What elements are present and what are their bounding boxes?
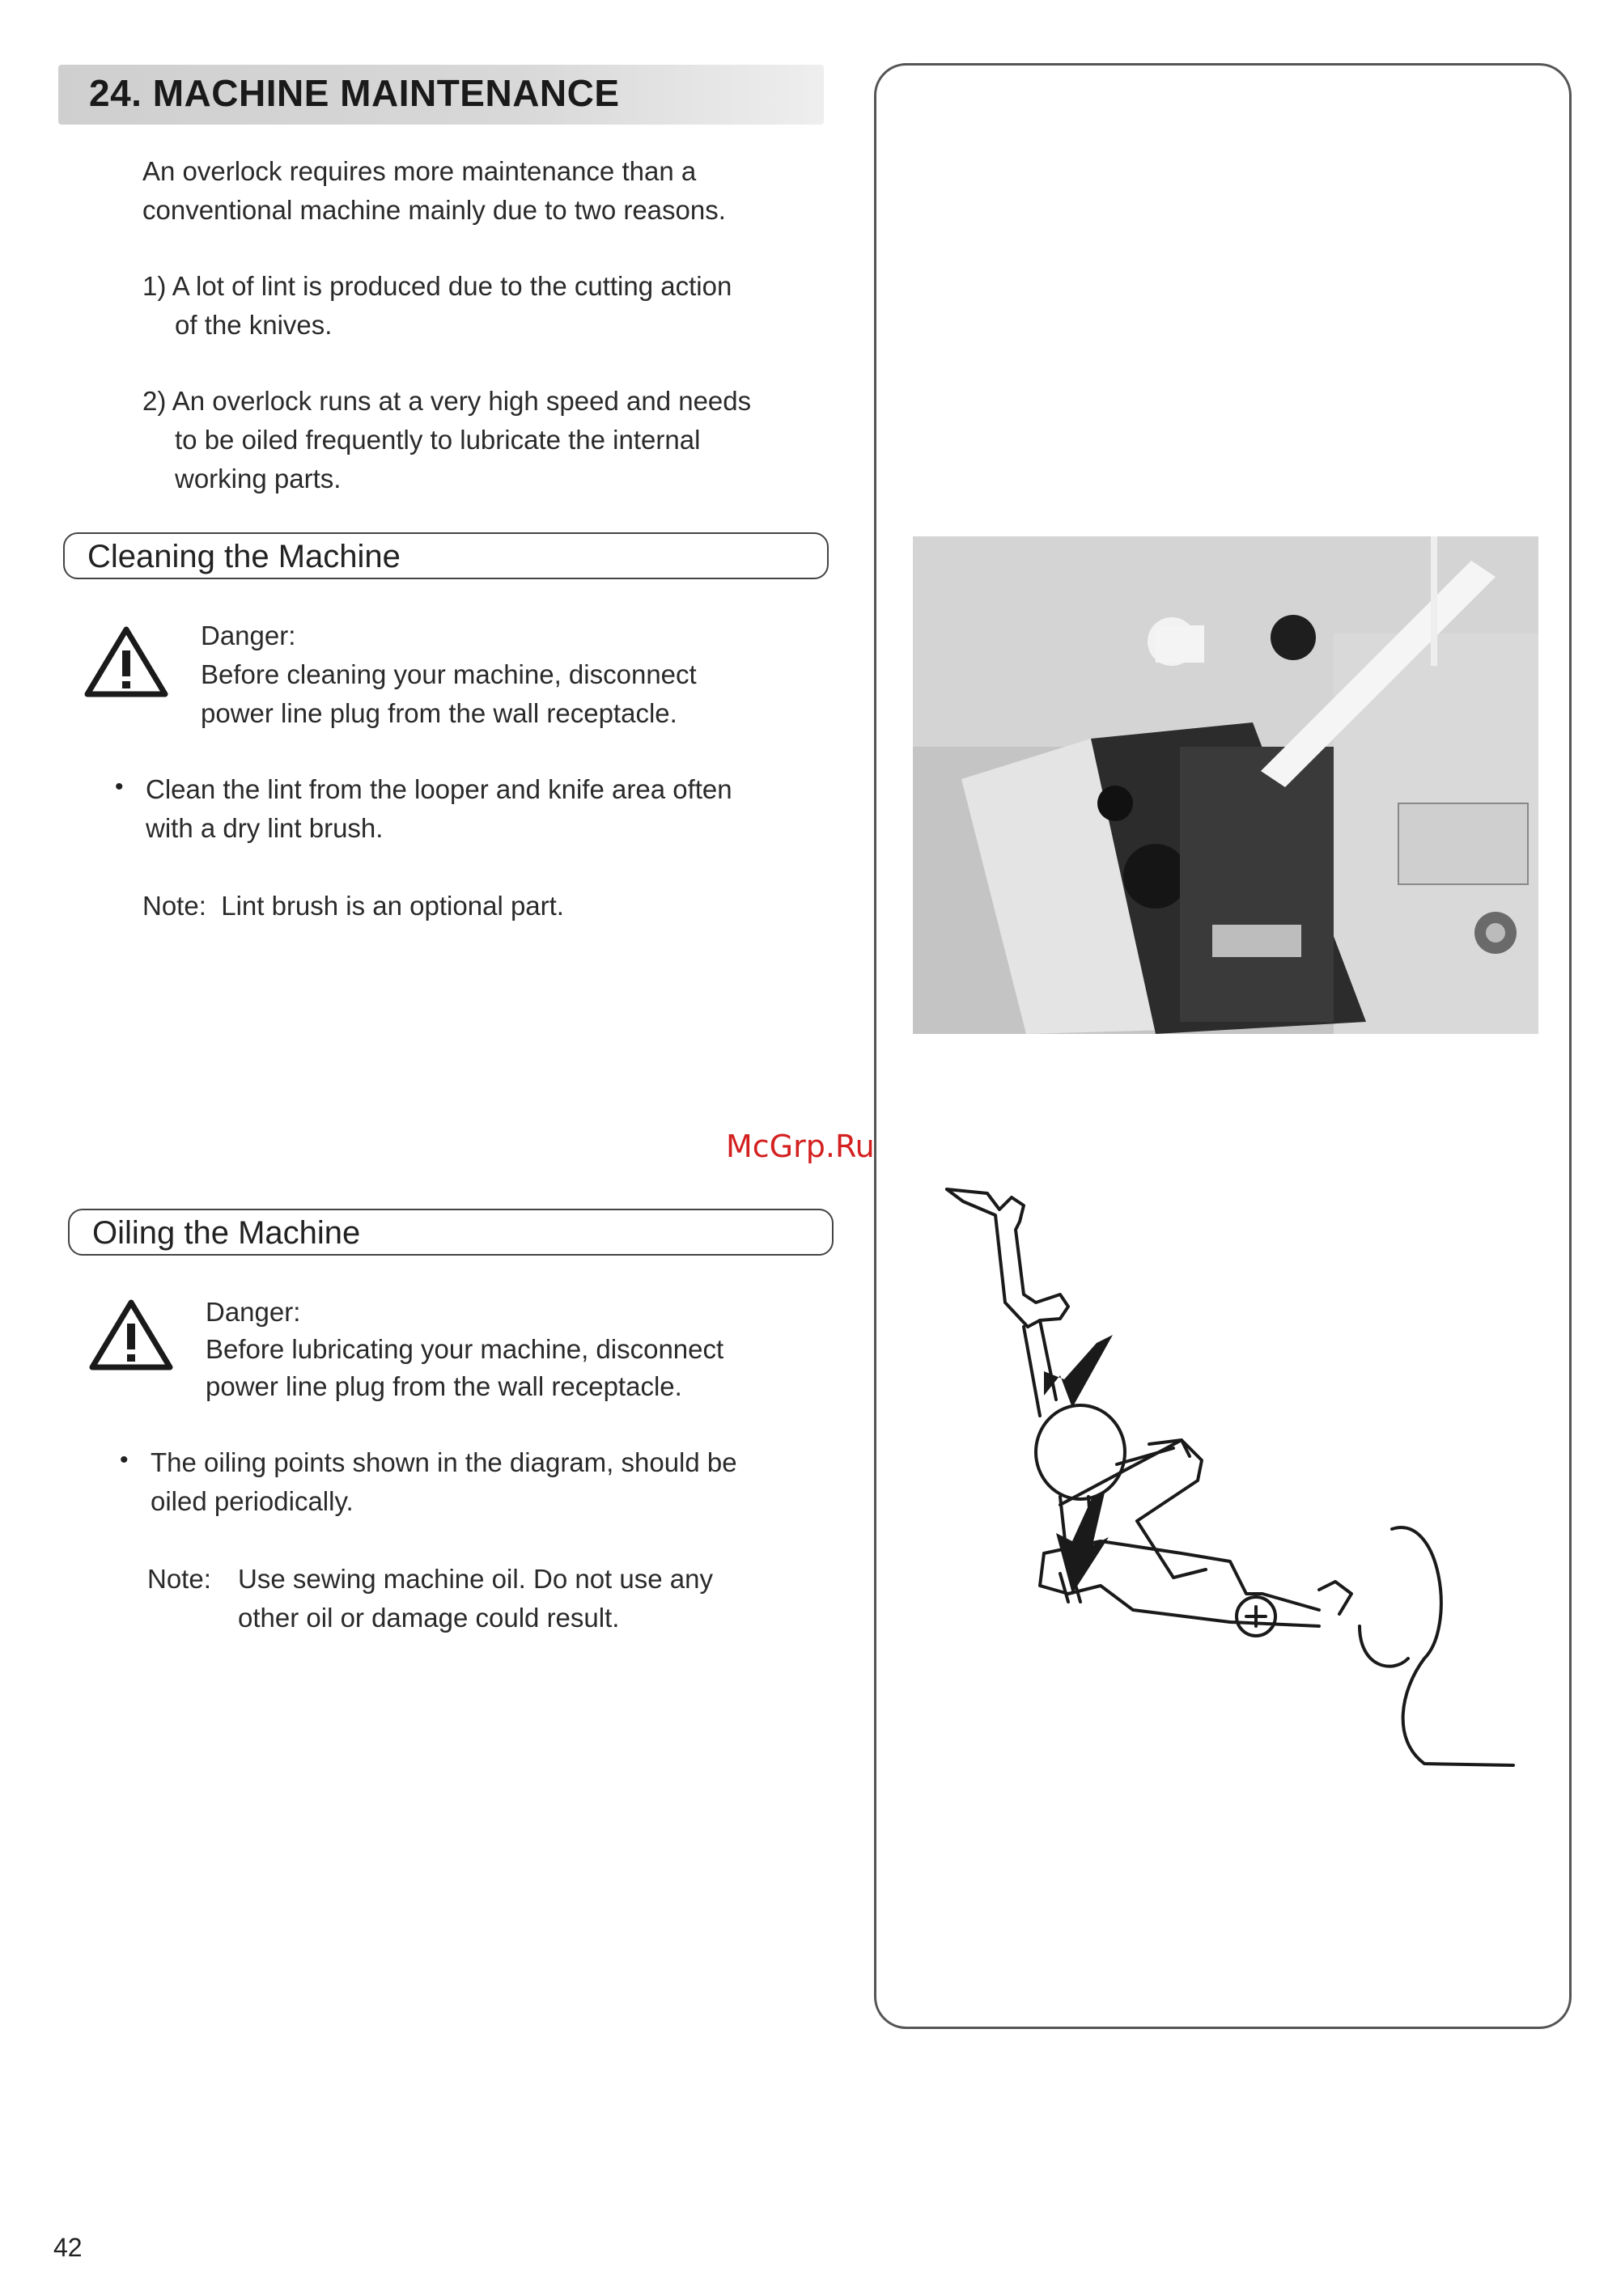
reason-1-line-2: of the knives. [175, 310, 333, 340]
reason-1-line-1: 1) A lot of lint is produced due to the cutting action [142, 271, 732, 301]
cleaning-bullet-line-2: with a dry lint brush. [146, 813, 384, 843]
page-title: 24. MACHINE MAINTENANCE [89, 72, 620, 114]
bullet-glyph: • [115, 773, 124, 800]
cleaning-note: Note: Lint brush is an optional part. [142, 891, 564, 921]
intro-line-2: conventional machine mainly due to two reasons. [142, 195, 726, 225]
looper-photo [913, 536, 1538, 1034]
cleaning-danger-line-2: power line plug from the wall receptacle. [201, 698, 677, 728]
page-number: 42 [53, 2233, 83, 2262]
oiling-danger-line-2: power line plug from the wall receptacle. [206, 1371, 682, 1401]
oiling-note-label: Note: [147, 1564, 211, 1594]
oiling-danger-line-1: Before lubricating your machine, disconnect [206, 1334, 724, 1364]
reason-2-line-2: to be oiled frequently to lubricate the internal [175, 425, 701, 455]
oiling-note-line-2: other oil or damage could result. [238, 1603, 620, 1633]
oiling-diagram [939, 1173, 1521, 1804]
cleaning-heading: Cleaning the Machine [63, 532, 829, 579]
warning-triangle-icon [84, 625, 168, 699]
warning-triangle-icon [89, 1298, 173, 1372]
cleaning-bullet-line-1: Clean the lint from the looper and knife area often [146, 774, 732, 804]
watermark: McGrp.Ru [726, 1129, 875, 1164]
oiling-heading: Oiling the Machine [68, 1209, 834, 1256]
oiling-danger-label: Danger: [206, 1297, 301, 1327]
cleaning-danger-line-1: Before cleaning your machine, disconnect [201, 659, 697, 689]
oiling-note-line-1: Use sewing machine oil. Do not use any [238, 1564, 713, 1594]
oiling-bullet-line-2: oiled periodically. [151, 1486, 354, 1516]
bullet-glyph: • [120, 1447, 129, 1473]
intro-line-1: An overlock requires more maintenance than a [142, 156, 697, 186]
oiling-bullet-line-1: The oiling points shown in the diagram, should be [151, 1447, 737, 1477]
cleaning-danger-label: Danger: [201, 621, 296, 650]
reason-2-line-3: working parts. [175, 464, 342, 494]
reason-2-line-1: 2) An overlock runs at a very high speed and needs [142, 386, 752, 416]
